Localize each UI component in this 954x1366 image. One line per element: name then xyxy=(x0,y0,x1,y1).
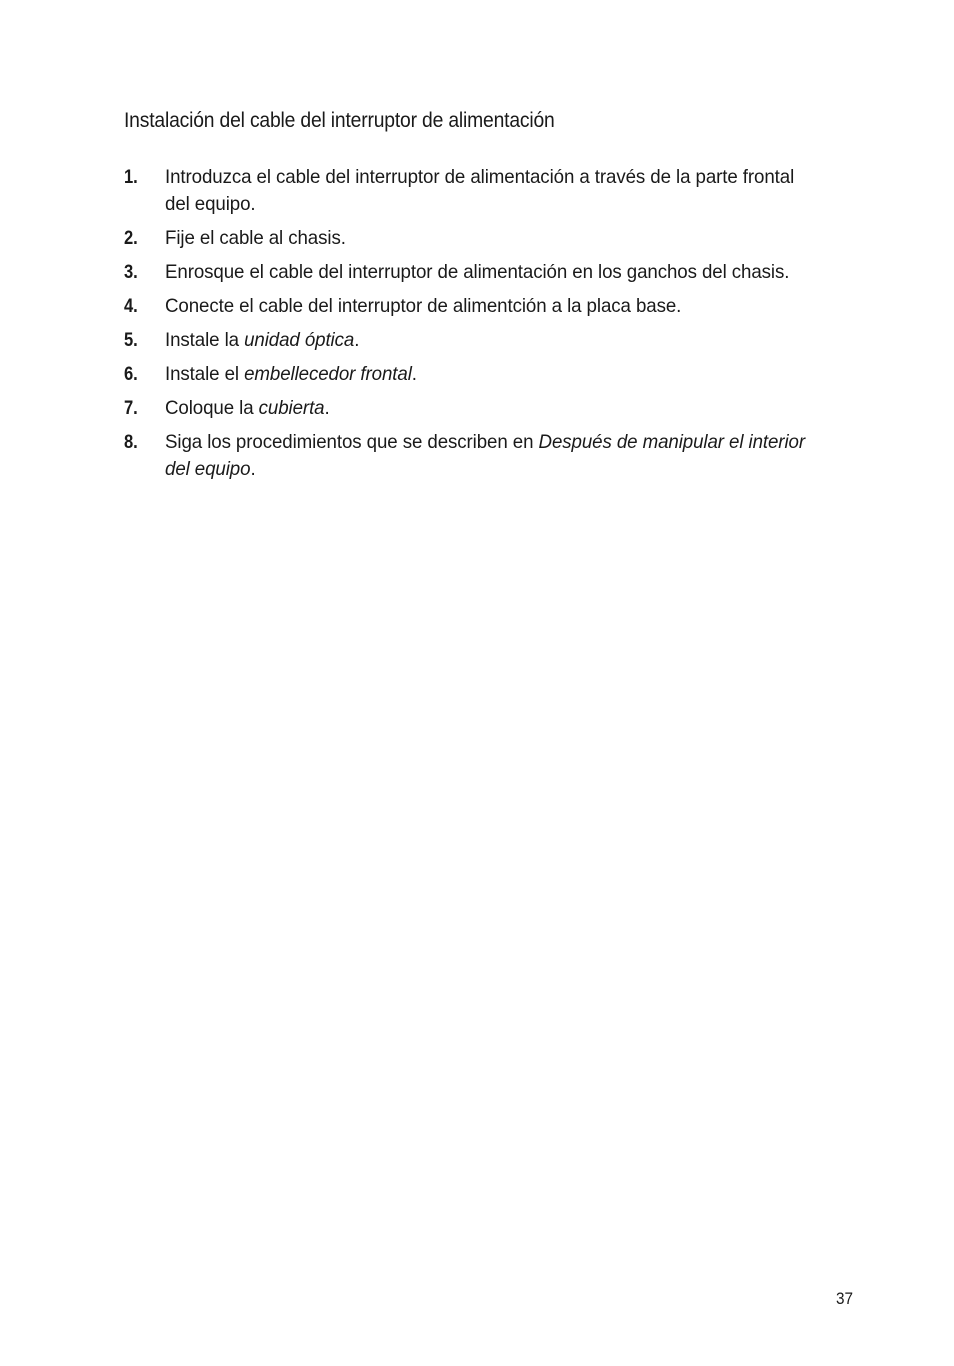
page-number: 37 xyxy=(836,1289,854,1308)
step-text xyxy=(165,327,823,354)
cross-reference-link[interactable]: unidad óptica xyxy=(244,329,355,351)
cross-reference-link[interactable]: Después de manipular el interior del equipo xyxy=(165,431,805,480)
list-item xyxy=(124,225,824,252)
step-number: 5. xyxy=(124,329,138,351)
page-title: Instalación del cable del interruptor de alimentación xyxy=(124,109,555,132)
step-text xyxy=(165,361,823,388)
step-number: 7. xyxy=(124,397,138,419)
step-text-prefix: Coloque la xyxy=(165,397,259,419)
step-number: 3. xyxy=(124,261,138,283)
list-item xyxy=(124,164,824,218)
steps-list xyxy=(124,164,824,490)
list-item xyxy=(124,361,824,388)
step-text-suffix: . xyxy=(354,329,360,351)
step-text-prefix: Siga los procedimientos que se describen en xyxy=(165,431,539,453)
step-text-suffix: . xyxy=(411,363,417,385)
cross-reference-link[interactable]: embellecedor frontal xyxy=(244,363,412,385)
list-item xyxy=(124,395,824,422)
list-item xyxy=(124,429,824,483)
step-number: 6. xyxy=(124,363,138,385)
list-item xyxy=(124,293,824,320)
step-text-suffix: . xyxy=(324,397,330,419)
step-text-suffix: . xyxy=(250,458,256,480)
step-number: 4. xyxy=(124,295,138,317)
step-number: 8. xyxy=(124,431,138,453)
step-text: Enrosque el cable del interruptor de alimentación en los ganchos del chasis. xyxy=(165,261,790,283)
step-text: Conecte el cable del interruptor de alimentción a la placa base. xyxy=(165,295,682,317)
list-item xyxy=(124,259,824,286)
cross-reference-link[interactable]: cubierta xyxy=(258,397,325,419)
step-text-prefix: Instale la xyxy=(165,329,245,351)
step-text: Fije el cable al chasis. xyxy=(165,227,346,249)
step-text xyxy=(165,395,823,422)
step-text: Introduzca el cable del interruptor de alimentación a través de la parte frontal del equipo. xyxy=(165,166,795,215)
step-text xyxy=(165,429,823,483)
step-number: 2. xyxy=(124,227,138,249)
step-text-prefix: Instale el xyxy=(165,363,245,385)
step-number: 1. xyxy=(124,166,138,188)
list-item xyxy=(124,327,824,354)
